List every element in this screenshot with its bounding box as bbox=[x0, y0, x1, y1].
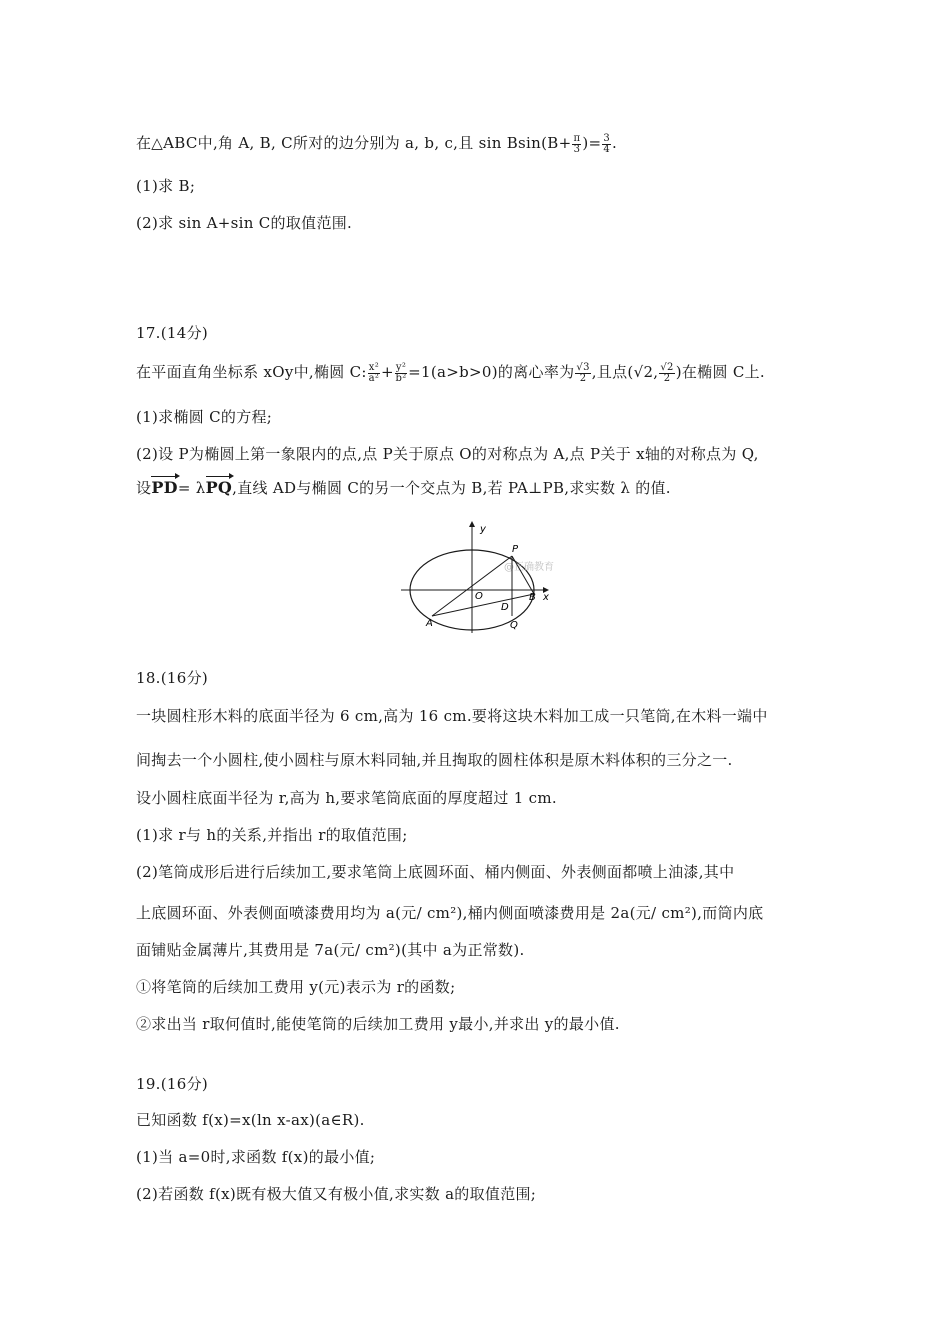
q16-frac-3-over-4 bbox=[602, 134, 611, 155]
label-d: D bbox=[501, 602, 509, 613]
q17-frac-x2-a2 bbox=[368, 363, 380, 384]
q17-frac-y2-b2 bbox=[395, 363, 407, 384]
label-y: y bbox=[480, 524, 486, 535]
q18-line2: 间掏去一个小圆柱,使小圆柱与原木料同轴,并且掏取的圆柱体积是原木料体积的三分之一. bbox=[136, 751, 733, 769]
q16-frac-pi-over-3 bbox=[572, 134, 581, 155]
label-p: P bbox=[512, 544, 519, 555]
q17-stem-text-a: 在平面直角坐标系 xOy中,椭圆 C: bbox=[136, 363, 367, 381]
ellipse-figure bbox=[396, 518, 561, 636]
label-b: B bbox=[529, 592, 536, 603]
frac-numerator: √2 bbox=[660, 361, 674, 373]
q18-part2-line2: 上底圆环面、外表侧面喷漆费用均为 a(元/ cm²),桶内侧面喷漆费用是 2a(元/ cm²),而筒内底 bbox=[136, 904, 764, 922]
frac-numerator: π bbox=[573, 132, 581, 144]
vector-pq: PQ bbox=[205, 478, 233, 497]
q18-sub2: ②求出当 r取何值时,能使笔筒的后续加工费用 y最小,并求出 y的最小值. bbox=[136, 1015, 620, 1033]
vector-pd: PD bbox=[151, 478, 178, 497]
frac-numerator: √3 bbox=[576, 361, 590, 373]
q17-part2-line2 bbox=[136, 478, 671, 498]
q16-stem-text-a: 在△ABC中,角 A, B, C所对的边分别为 a, b, c,且 sin Bsin(B+ bbox=[136, 134, 572, 152]
frac-numerator: y² bbox=[395, 361, 407, 373]
frac-denominator: 2 bbox=[663, 372, 671, 384]
q18-part2-line1: (2)笔筒成形后进行后续加工,要求笔筒上底圆环面、桶内侧面、外表侧面都喷上油漆,其中 bbox=[136, 863, 735, 881]
frac-denominator: 2 bbox=[579, 372, 587, 384]
q17-part2-mid: = λ bbox=[177, 479, 206, 497]
frac-numerator: 3 bbox=[603, 132, 611, 144]
q19-header: 19.(16分) bbox=[136, 1075, 209, 1093]
q17-stem-text-c: ,且点(√2, bbox=[591, 363, 659, 381]
q17-part1: (1)求椭圆 C的方程; bbox=[136, 408, 273, 426]
q17-stem-text-b: =1(a>b>0)的离心率为 bbox=[408, 363, 575, 381]
q17-frac-eccentricity bbox=[575, 363, 590, 384]
q17-plus: + bbox=[381, 363, 394, 381]
q17-frac-point-y bbox=[659, 363, 674, 384]
q18-part2-line3: 面铺贴金属薄片,其费用是 7a(元/ cm²)(其中 a为正常数). bbox=[136, 941, 525, 959]
q16-part2: (2)求 sin A+sin C的取值范围. bbox=[136, 214, 353, 232]
q16-stem-text-c: . bbox=[612, 134, 618, 152]
q18-line3: 设小圆柱底面半径为 r,高为 h,要求笔筒底面的厚度超过 1 cm. bbox=[136, 789, 557, 807]
frac-numerator: x² bbox=[368, 361, 380, 373]
label-a: A bbox=[426, 618, 433, 629]
q19-part1: (1)当 a=0时,求函数 f(x)的最小值; bbox=[136, 1148, 376, 1166]
q16-part1: (1)求 B; bbox=[136, 177, 196, 195]
q17-stem-text-d: )在椭圆 C上. bbox=[675, 363, 765, 381]
q18-line1: 一块圆柱形木料的底面半径为 6 cm,高为 16 cm.要将这块木料加工成一只笔筒,在木料一端中 bbox=[136, 707, 768, 725]
q17-header: 17.(14分) bbox=[136, 324, 209, 342]
q19-part2: (2)若函数 f(x)既有极大值又有极小值,求实数 a的取值范围; bbox=[136, 1185, 537, 1203]
q19-stem: 已知函数 f(x)=x(ln x-ax)(a∈R). bbox=[136, 1111, 365, 1129]
figure-watermark: @正确教育 bbox=[504, 562, 554, 573]
label-o: O bbox=[475, 591, 483, 602]
q16-stem bbox=[136, 133, 617, 155]
frac-denominator: b² bbox=[395, 372, 407, 384]
label-x: x bbox=[543, 592, 549, 603]
frac-denominator: 4 bbox=[603, 143, 611, 155]
q16-stem-text-b: )= bbox=[582, 134, 602, 152]
q17-part2-pre: 设 bbox=[136, 479, 152, 497]
label-q: Q bbox=[510, 620, 518, 631]
q17-stem bbox=[136, 362, 765, 384]
q18-part1: (1)求 r与 h的关系,并指出 r的取值范围; bbox=[136, 826, 408, 844]
q18-header: 18.(16分) bbox=[136, 669, 209, 687]
frac-denominator: 3 bbox=[573, 143, 581, 155]
frac-denominator: a² bbox=[368, 372, 380, 384]
q18-sub1: ①将笔筒的后续加工费用 y(元)表示为 r的函数; bbox=[136, 978, 456, 996]
q17-part2-post: ,直线 AD与椭圆 C的另一个交点为 B,若 PA⊥PB,求实数 λ 的值. bbox=[232, 479, 671, 497]
q17-part2-line1: (2)设 P为椭圆上第一象限内的点,点 P关于原点 O的对称点为 A,点 P关于 x轴的对称点为 Q, bbox=[136, 445, 759, 463]
